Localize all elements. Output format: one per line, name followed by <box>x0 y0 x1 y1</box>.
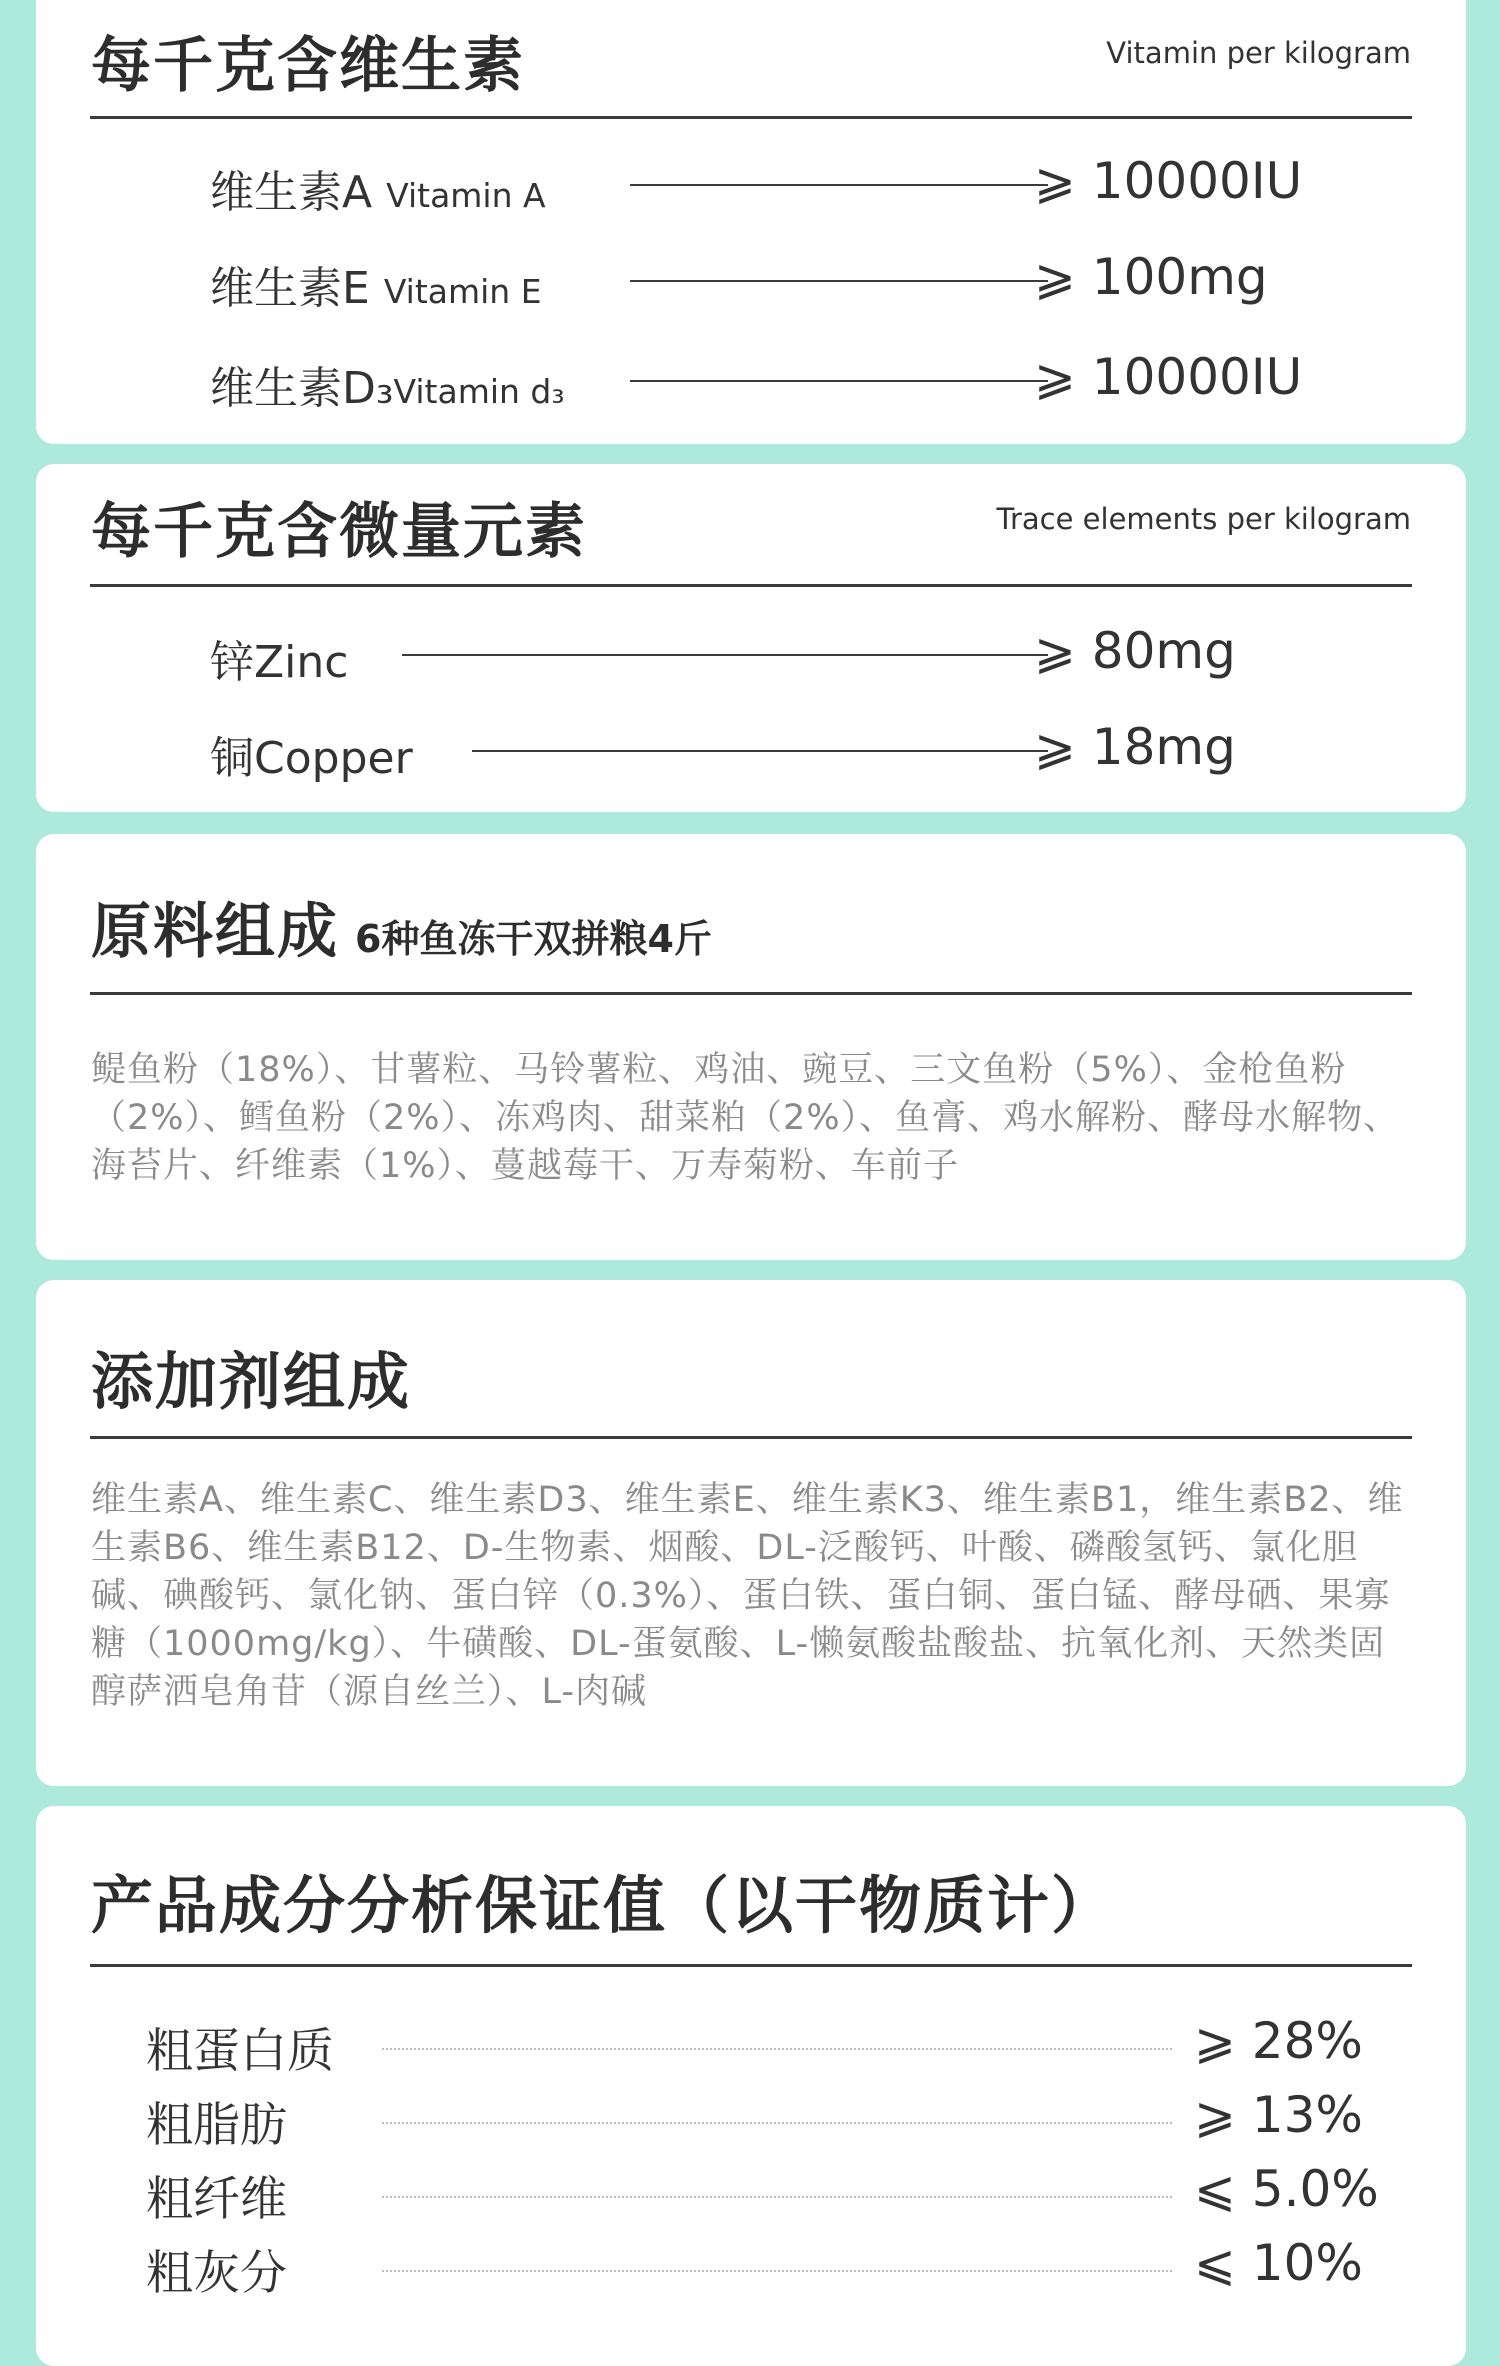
analysis-row-protein <box>36 2006 1466 2080</box>
ingredients-text: 鳀鱼粉（18%）、甘薯粒、马铃薯粒、鸡油、豌豆、三文鱼粉（5%）、金枪鱼粉（2%）、鳕鱼粉（2%）、冻鸡肉、甜菜粕（2%）、鱼膏、鸡水解粉、酵母水解物、海苔片、纤维素（1%）、蔓越莓干、万寿菊粉、车前子 <box>91 1050 1400 1186</box>
trace-card <box>36 464 1466 812</box>
copper-label: 铜Copper <box>210 733 413 784</box>
vitamins-title: 每千克含维生素 <box>91 31 525 101</box>
analysis-card <box>36 1806 1466 2366</box>
analysis-label-fat: 粗脂肪 <box>146 2098 287 2153</box>
analysis-row-fat <box>36 2080 1466 2154</box>
zinc-value: ⩾ 80mg <box>1034 622 1236 680</box>
analysis-value-fat: ⩾ 13% <box>1194 2086 1363 2144</box>
additives-title: 添加剂组成 <box>91 1345 412 1418</box>
vitamin-e-leader <box>630 280 1048 282</box>
analysis-value-protein: ⩾ 28% <box>1194 2012 1363 2070</box>
analysis-row-fiber <box>36 2154 1466 2228</box>
vitamin-a-label: 维生素A Vitamin A <box>210 167 546 218</box>
ingredients-title: 原料组成 6种鱼冻干双拼粮4斤 <box>91 897 712 967</box>
vitamin-a-value: ⩾ 10000IU <box>1034 152 1303 210</box>
vitamins-subtitle: Vitamin per kilogram <box>1106 36 1411 70</box>
additives-divider <box>90 1436 1412 1439</box>
analysis-leader-fat <box>382 2122 1172 2124</box>
additives-card <box>36 1280 1466 1786</box>
ingredients-subtitle: 6种鱼冻干双拼粮4斤 <box>355 917 712 961</box>
vitamin-d3-row <box>36 340 1466 420</box>
analysis-row-ash <box>36 2228 1466 2302</box>
copper-leader <box>472 750 1048 752</box>
analysis-leader-ash <box>382 2270 1172 2272</box>
analysis-divider <box>90 1964 1412 1967</box>
ingredients-divider <box>90 992 1412 995</box>
vitamin-d3-label: 维生素D₃Vitamin d₃ <box>210 363 565 414</box>
analysis-leader-protein <box>382 2048 1172 2050</box>
vitamin-e-row <box>36 240 1466 320</box>
trace-title: 每千克含微量元素 <box>91 497 587 567</box>
vitamin-d3-leader <box>630 380 1048 382</box>
vitamins-card <box>36 0 1466 444</box>
zinc-row <box>36 614 1466 694</box>
copper-row <box>36 710 1466 790</box>
analysis-label-protein: 粗蛋白质 <box>146 2024 334 2079</box>
vitamin-d3-value: ⩾ 10000IU <box>1034 348 1303 406</box>
additives-text: 维生素A、维生素C、维生素D3、维生素E、维生素K3、维生素B1，维生素B2、维生素B6、维生素B12、D-生物素、烟酸、DL-泛酸钙、叶酸、磷酸氢钙、氯化胆碱、碘酸钙、氯化钠、蛋白锌（0.3%）、蛋白铁、蛋白铜、蛋白锰、酵母硒、果寡糖（1000mg/kg）、牛磺酸、DL-蛋氨酸、L-懒氨酸盐酸盐、抗氧化剂、天然类固醇萨洒皂角苷（源自丝兰）、L-肉碱 <box>91 1480 1404 1712</box>
vitamin-a-leader <box>630 184 1048 186</box>
analysis-value-ash: ⩽ 10% <box>1194 2234 1363 2292</box>
zinc-leader <box>402 654 1048 656</box>
trace-subtitle: Trace elements per kilogram <box>996 502 1411 536</box>
vitamin-e-value: ⩾ 100mg <box>1034 248 1268 306</box>
ingredients-card <box>36 834 1466 1260</box>
analysis-label-ash: 粗灰分 <box>146 2246 287 2301</box>
trace-divider <box>90 584 1412 587</box>
vitamin-e-label: 维生素E Vitamin E <box>210 263 542 314</box>
copper-value: ⩾ 18mg <box>1034 718 1236 776</box>
analysis-leader-fiber <box>382 2196 1172 2198</box>
analysis-value-fiber: ⩽ 5.0% <box>1194 2160 1379 2218</box>
analysis-label-fiber: 粗纤维 <box>146 2172 287 2227</box>
analysis-title: 产品成分分析保证值（以干物质计） <box>91 1869 1116 1942</box>
vitamins-divider <box>90 116 1412 119</box>
zinc-label: 锌Zinc <box>210 637 349 688</box>
vitamin-a-row <box>36 144 1466 224</box>
